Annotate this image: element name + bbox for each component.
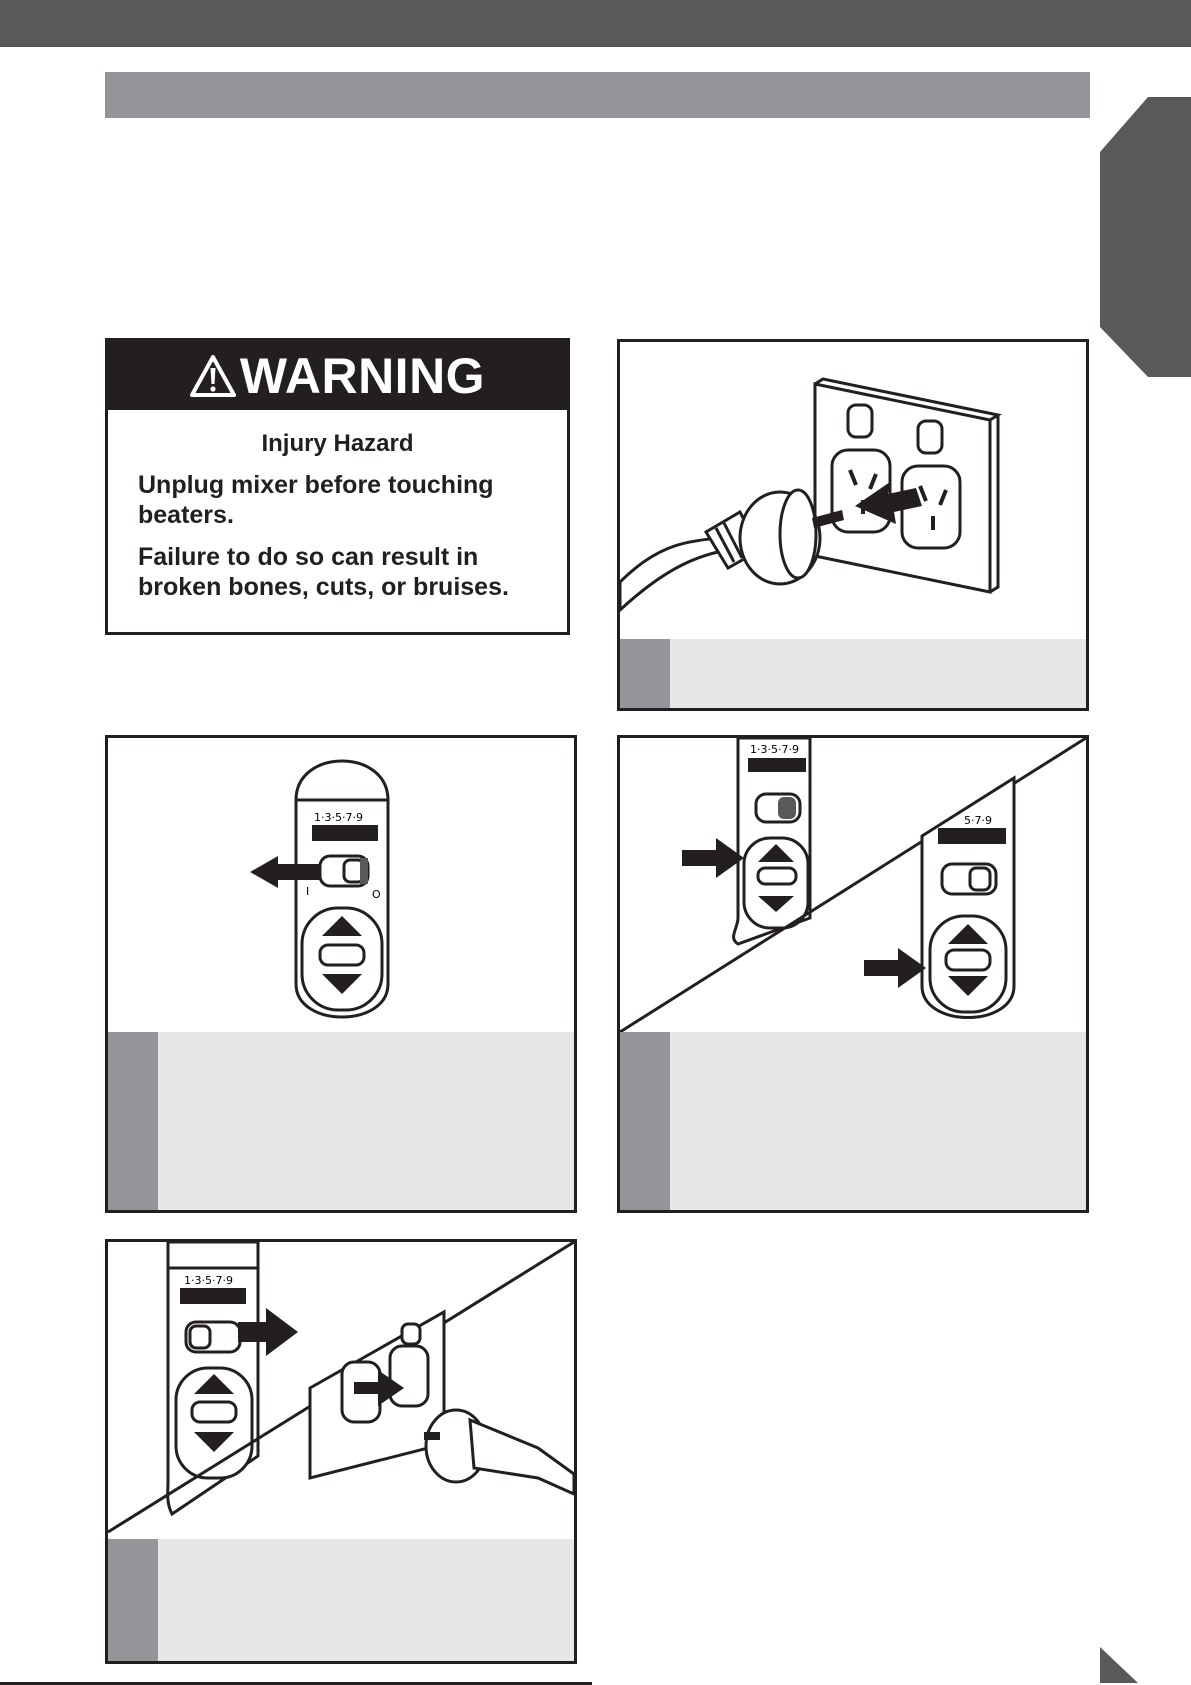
step-number-tab — [108, 1032, 158, 1210]
warning-box — [105, 338, 570, 635]
arrow-icon — [864, 948, 926, 988]
step-panel-speed-control — [617, 735, 1089, 1213]
step-caption — [108, 1539, 574, 1661]
warning-instruction: Unplug mixer before touching beaters. — [138, 471, 494, 529]
speed-control-icon — [922, 778, 1014, 1018]
switch-on-label: I — [306, 885, 310, 898]
svg-text:1·3·5·7·9: 1·3·5·7·9 — [750, 743, 799, 756]
off-and-unplug-illustration — [108, 1242, 574, 1539]
warning-consequence: Failure to do so can result in broken bones, cuts, or bruises. — [138, 543, 509, 601]
warning-title: WARNING — [239, 347, 486, 404]
divider-line — [620, 738, 1086, 1032]
step-number-tab — [620, 639, 670, 708]
hazard-title: Injury Hazard — [261, 430, 414, 457]
plug-icon — [424, 1410, 574, 1494]
speed-control-split-illustration — [620, 738, 1086, 1032]
outlet-unplug-illustration — [620, 342, 1086, 639]
step-panel-unplug — [617, 339, 1089, 711]
page-header-bar — [0, 0, 1191, 47]
speed-control-icon — [296, 761, 388, 1017]
warning-triangle-icon — [190, 355, 236, 397]
section-side-tab — [1098, 97, 1191, 377]
step-number-tab — [620, 1032, 670, 1210]
svg-text:5·7·9: 5·7·9 — [964, 814, 992, 827]
svg-text:1·3·5·7·9: 1·3·5·7·9 — [184, 1274, 233, 1287]
wall-outlet-icon — [310, 1312, 444, 1478]
speed-scale-label: 1·3·5·7·9 — [314, 811, 363, 824]
wall-outlet-icon — [815, 379, 998, 592]
arrow-icon — [682, 838, 744, 878]
step-panel-off-and-unplug — [105, 1239, 577, 1664]
step-caption — [108, 1032, 574, 1210]
section-title-bar — [105, 72, 1090, 118]
page-next-icon[interactable] — [1100, 1645, 1140, 1685]
switch-off-label: O — [372, 888, 381, 901]
step-panel-switch-off — [105, 735, 577, 1213]
warning-header — [108, 341, 567, 410]
speed-control-icon — [734, 738, 810, 944]
speed-control-icon — [168, 1242, 258, 1514]
plug-icon — [620, 490, 844, 610]
speed-control-off-illustration — [108, 738, 574, 1032]
step-caption — [620, 639, 1086, 708]
step-caption — [620, 1032, 1086, 1210]
step-number-tab — [108, 1539, 158, 1661]
